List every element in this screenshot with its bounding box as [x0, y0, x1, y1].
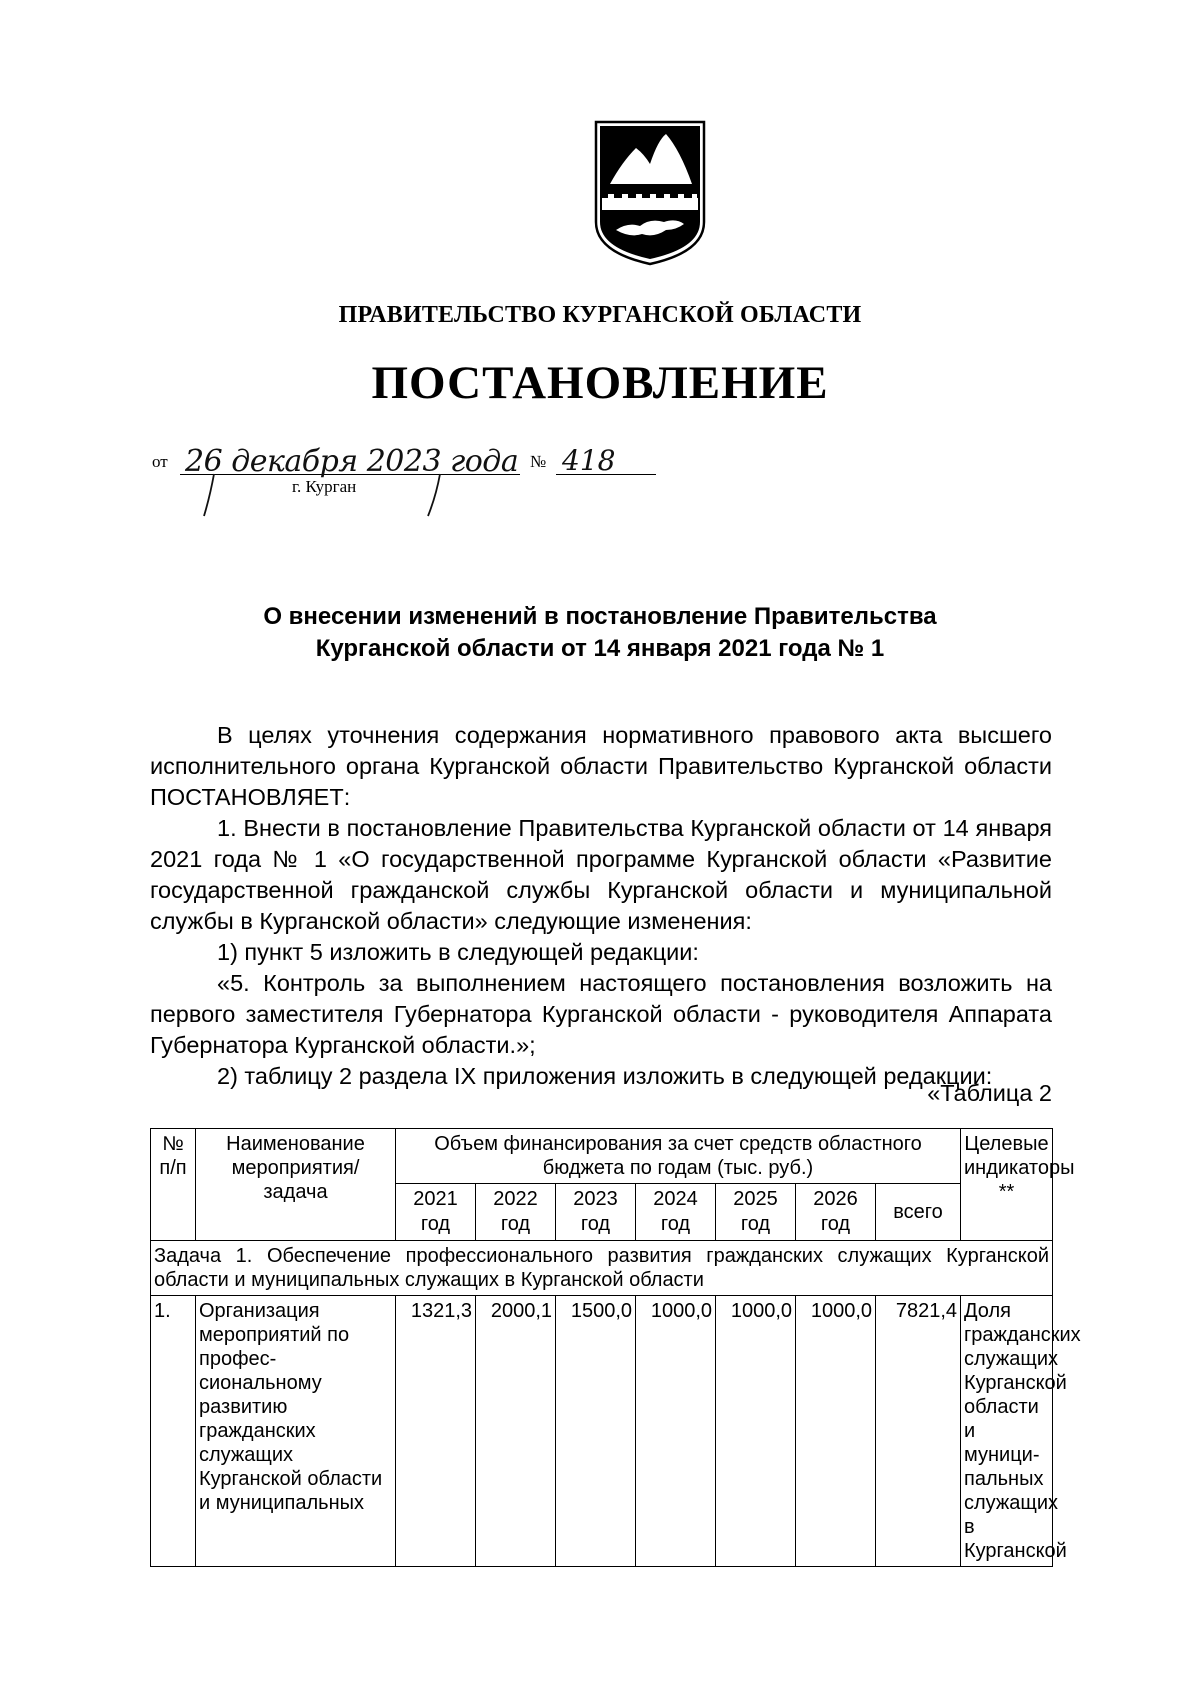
document-title: [150, 601, 1050, 665]
header-num: № п/п: [151, 1129, 196, 1241]
header-year: 2024 год: [636, 1184, 716, 1241]
row-name: Организация мероприятий по профес-сиональному развитию гражданских служащих Курганской области и муниципальных: [196, 1296, 396, 1567]
handwriting-stroke: [424, 472, 444, 520]
document-type: ПОСТАНОВЛЕНИЕ: [371, 357, 829, 409]
header-year: 2026 год: [796, 1184, 876, 1241]
table-header-row: [151, 1129, 1053, 1184]
from-label: от: [152, 452, 168, 471]
row-value: 1500,0: [556, 1296, 636, 1567]
row-value: 1321,3: [396, 1296, 476, 1567]
header-year: 2025 год: [716, 1184, 796, 1241]
handwriting-stroke: [200, 472, 220, 520]
paragraph: 2) таблицу 2 раздела IX приложения изложить в следующей редакции:: [217, 1063, 993, 1089]
handwritten-number: 418: [562, 444, 616, 477]
financing-table: [150, 1128, 1081, 1567]
row-value: 1000,0: [716, 1296, 796, 1567]
row-total: 7821,4: [876, 1296, 961, 1567]
header-funding: Объем финансирования за счет средств областного бюджета по годам (тыс. руб.): [396, 1129, 961, 1184]
header-year: 2023 год: [556, 1184, 636, 1241]
government-name: ПРАВИТЕЛЬСТВО КУРГАНСКОЙ ОБЛАСТИ: [338, 302, 862, 328]
header-year: 2022 год: [476, 1184, 556, 1241]
handwritten-date: 26 декабря 2023 года: [185, 444, 519, 479]
row-indicator: Доля гражданских служащих Курганской области и муници-пальных служащих в Курганской: [961, 1296, 1053, 1567]
table-row: [151, 1296, 1053, 1567]
header-indicators: Целевые индикаторы **: [961, 1129, 1053, 1241]
row-value: 2000,1: [476, 1296, 556, 1567]
header-year: 2021 год: [396, 1184, 476, 1241]
paragraph: В целях уточнения содержания нормативного правового акта высшего исполнительного органа Курганской области Правительство Курганской области ПОСТАНОВЛЯЕТ:: [150, 722, 1052, 810]
title-line: О внесении изменений в постановление Правительства: [263, 603, 937, 630]
paragraph: 1. Внести в постановление Правительства Курганской области от 14 января 2021 года № 1 «О государственной программе Курганской области «Развитие государственной гражданской службы Курганской области и муниципальной службы в Курганской области» следующие изменения:: [150, 815, 1052, 934]
task-cell: Задача 1. Обеспечение профессионального развития гражданских служащих Курганской области и муниципальных служащих в Курганской области: [151, 1241, 1053, 1296]
header-total: всего: [876, 1184, 961, 1241]
table-caption: «Таблица 2: [927, 1080, 1052, 1106]
paragraph: «5. Контроль за выполнением настоящего постановления возложить на первого заместителя Губернатора Курганской области - руководителя Аппарата Губернатора Курганской области.»;: [150, 970, 1052, 1058]
date-number-line: [150, 444, 670, 524]
row-value: 1000,0: [636, 1296, 716, 1567]
city-label: г. Курган: [292, 477, 357, 496]
row-value: 1000,0: [796, 1296, 876, 1567]
document-body: [150, 720, 1052, 1092]
paragraph: 1) пункт 5 изложить в следующей редакции:: [217, 939, 699, 965]
header-name: Наименование мероприятия/ задача: [196, 1129, 396, 1241]
row-num: 1.: [151, 1296, 196, 1567]
number-label: №: [530, 452, 547, 471]
task-row: [151, 1241, 1053, 1296]
title-line: Курганской области от 14 января 2021 года № 1: [315, 635, 885, 662]
kurgan-coat-of-arms-icon: [592, 118, 708, 266]
